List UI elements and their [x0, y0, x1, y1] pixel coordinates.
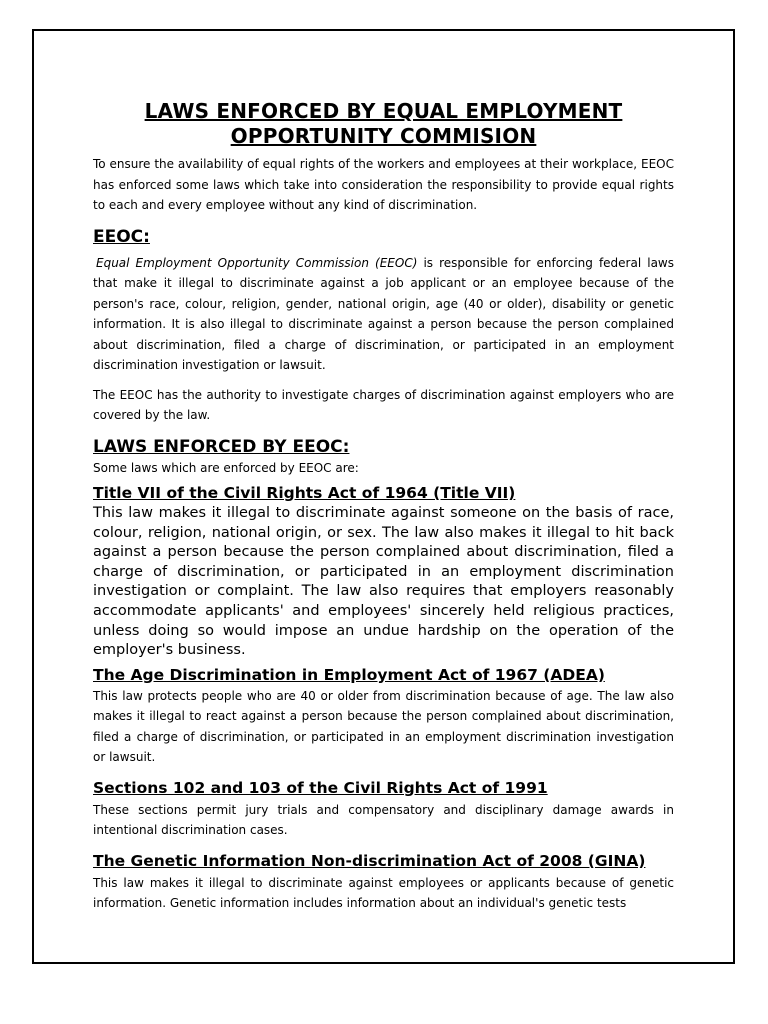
eeoc-full-name: Equal Employment Opportunity Commission (EEOC) — [96, 255, 418, 270]
adea-heading: The Age Discrimination in Employment Act of 1967 (ADEA) — [93, 665, 605, 684]
eeoc-paragraph — [93, 253, 674, 376]
sections-heading: Sections 102 and 103 of the Civil Rights Act of 1991 — [93, 778, 548, 797]
eeoc-description: is responsible for enforcing federal laws that make it illegal to discriminate against a job applicant or an employee because of the person's race, colour, religion, gender, national origin, age (40 or older), disability or genetic information. It is also illegal to discriminate against a person because the person complained about discrimination, filed a charge of discrimination, or participated in an employment discrimination investigation or lawsuit. — [93, 255, 674, 372]
eeoc-authority-paragraph: The EEOC has the authority to investigate charges of discrimination against employers who are covered by the law. — [93, 387, 674, 422]
gina-paragraph: This law makes it illegal to discriminate against employees or applicants because of genetic information. Genetic information includes information about an individual's genetic tests — [93, 875, 674, 911]
sections-paragraph: These sections permit jury trials and compensatory and disciplinary damage awards in intentional discrimination cases. — [93, 802, 674, 838]
adea-paragraph: This law protects people who are 40 or older from discrimination because of age. The law also makes it illegal to react against a person because the person complained about discrimination, filed a charge of discrimination, or participated in an employment discrimination investigation or lawsuit. — [93, 688, 674, 765]
document-body — [93, 99, 674, 914]
gina-heading: The Genetic Information Non-discrimination Act of 2008 (GINA) — [93, 851, 646, 870]
title-line-2: OPPORTUNITY COMMISION — [230, 124, 537, 148]
intro-paragraph: To ensure the availability of equal rights of the workers and employees at their workplace, EEOC has enforced some laws which take into consideration the responsibility to provide equal rights to each and every employee without any kind of discrimination. — [93, 157, 674, 212]
title-vii-paragraph: This law makes it illegal to discriminate against someone on the basis of race, colour, religion, national origin, or sex. The law also makes it illegal to hit back against a person because the person complained about discrimination, filed a charge of discrimination, or participated in an employment discrimination investigation or complaint. The law also requires that employers reasonably accommodate applicants' and employees' sincerely held religious practices, unless doing so would impose an undue hardship on the operation of the employer's business. — [93, 505, 674, 659]
laws-intro: Some laws which are enforced by EEOC are: — [93, 460, 359, 475]
eeoc-heading: EEOC: — [93, 226, 150, 247]
title-vii-heading: Title VII of the Civil Rights Act of 1964 (Title VII) — [93, 484, 516, 502]
title-line-1: LAWS ENFORCED BY EQUAL EMPLOYMENT — [144, 99, 623, 123]
laws-heading: LAWS ENFORCED BY EEOC: — [93, 436, 350, 457]
document-title — [93, 99, 674, 149]
